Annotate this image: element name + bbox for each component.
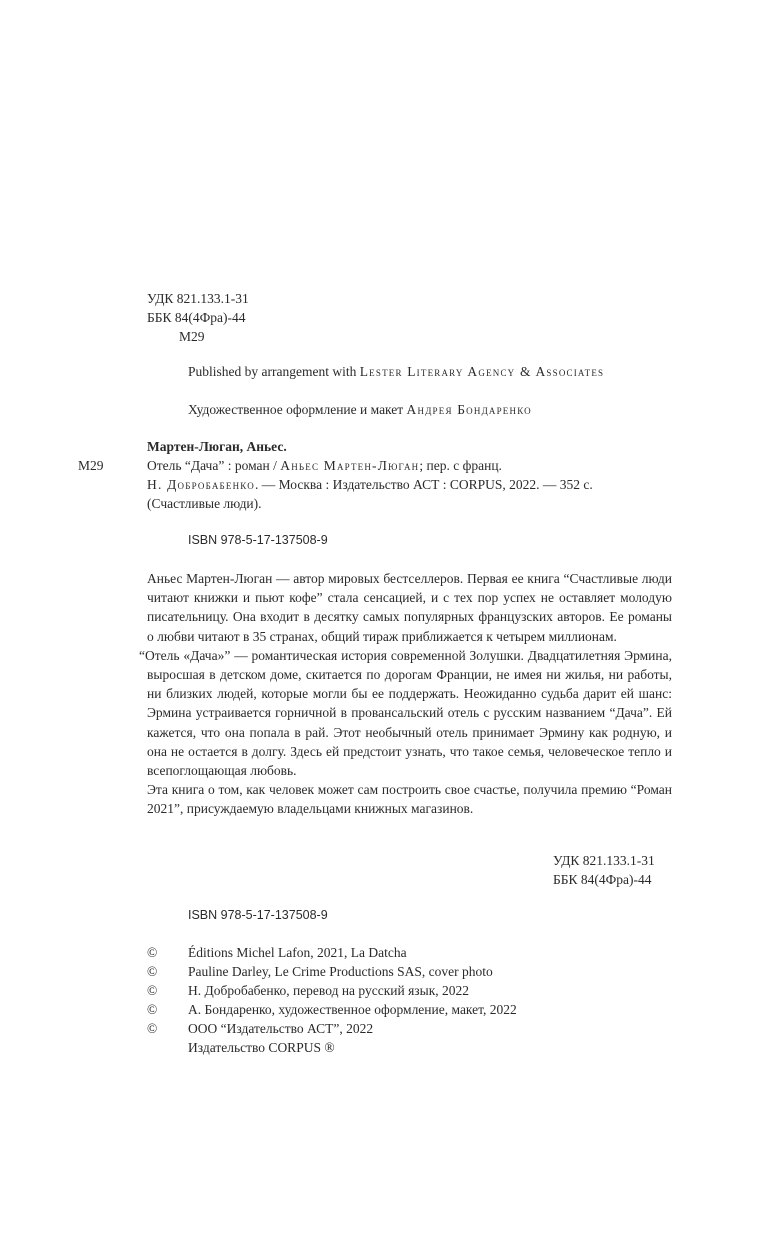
annotation-paragraph-2: “Отель «Дача»” — романтическая история современной Золушки. Двадцатилетняя Эрмина, выросшая в детском доме, скитается по дорогам Франции, не имея ни жилья, ни работы, ни близких людей, которые могли бы ее поддержать. Неожиданно судьба дарит ей шанс: Эрмина устраивается горничной в провансальский отель с русским названием “Дача”. Ей кажется, что она попала в рай. Этот необычный отель принимает Эрмину как родную, и она не остается в долгу. Здесь ей предстоит узнать, что такое семья, человеческое тепло и всепоглощающая любовь. — [139, 647, 672, 779]
isbn-top: ISBN 978-5-17-137508-9 — [188, 533, 328, 547]
copyright-text: А. Бондаренко, художественное оформление, макет, 2022 — [188, 1002, 517, 1017]
annotation-paragraph-1: Аньес Мартен-Люган — автор мировых бестселлеров. Первая ее книга “Счастливые люди читают книжки и пьют кофе” стала сенсацией, и с тех пор успех не оставляет молодую писательницу. Она входит в десятку самых популярных французских авторов. Ее романы о любви читают в 35 странах, общий тираж приближается к четырем миллионам. — [147, 571, 672, 644]
translation-note: ; пер. с франц. — [419, 458, 502, 473]
copyright-icon: © — [147, 1002, 158, 1017]
copyright-icon: © — [147, 945, 158, 960]
copyright-icon: © — [147, 1021, 158, 1036]
catalog-author-mark: М29 — [78, 458, 104, 473]
catalog-line-2 — [147, 475, 593, 494]
catalog-author-name: Аньес Мартен-Люган — [280, 458, 420, 473]
design-note — [188, 400, 532, 419]
copyright-item — [147, 1019, 373, 1038]
copyright-text: Pauline Darley, Le Crime Productions SAS, cover photo — [188, 964, 493, 979]
title-text: Отель “Дача” : роман / — [147, 458, 281, 473]
copyright-item — [147, 943, 407, 962]
design-prefix: Художественное оформление и макет — [188, 402, 407, 417]
designer-name: Андрея Бондаренко — [406, 402, 532, 417]
copyright-item — [147, 1000, 517, 1019]
copyright-item — [147, 962, 493, 981]
series-name: (Счастливые люди). — [147, 496, 262, 511]
publication-prefix: Published by arrangement with — [188, 364, 360, 379]
agency-name: Lester Literary Agency & Associates — [359, 364, 605, 379]
copyright-text: ООО “Издательство АСТ”, 2022 — [188, 1021, 374, 1036]
copyright-item — [147, 1038, 335, 1057]
translator-name: Н. Добробабенко — [147, 477, 255, 492]
publication-note — [188, 362, 604, 381]
copyright-item — [147, 981, 469, 1000]
copyright-text: Издательство CORPUS ® — [188, 1040, 335, 1055]
copyright-text: Н. Добробабенко, перевод на русский язык, 2022 — [188, 983, 470, 998]
annotation-paragraph-3: Эта книга о том, как человек может сам построить свое счастье, получила премию “Роман 2021”, присуждаемую владельцами книжных магазинов. — [147, 782, 672, 817]
bbk-code-bottom: ББК 84(4Фра)-44 — [553, 872, 652, 887]
author-mark-top: М29 — [179, 329, 205, 344]
udk-code-bottom: УДК 821.133.1-31 — [553, 853, 655, 868]
copyright-icon: © — [147, 964, 158, 979]
udk-code-top: УДК 821.133.1-31 — [147, 291, 249, 306]
catalog-author-heading: Мартен-Люган, Аньес. — [147, 439, 287, 454]
publisher-info: . — Москва : Издательство АСТ : CORPUS, 2022. — 352 с. — [254, 477, 593, 492]
bbk-code-top: ББК 84(4Фра)-44 — [147, 310, 246, 325]
annotation — [139, 569, 672, 819]
copyright-text: Éditions Michel Lafon, 2021, La Datcha — [188, 945, 407, 960]
catalog-line-1 — [147, 456, 502, 475]
isbn-bottom: ISBN 978-5-17-137508-9 — [188, 908, 328, 922]
copyright-icon: © — [147, 983, 158, 998]
